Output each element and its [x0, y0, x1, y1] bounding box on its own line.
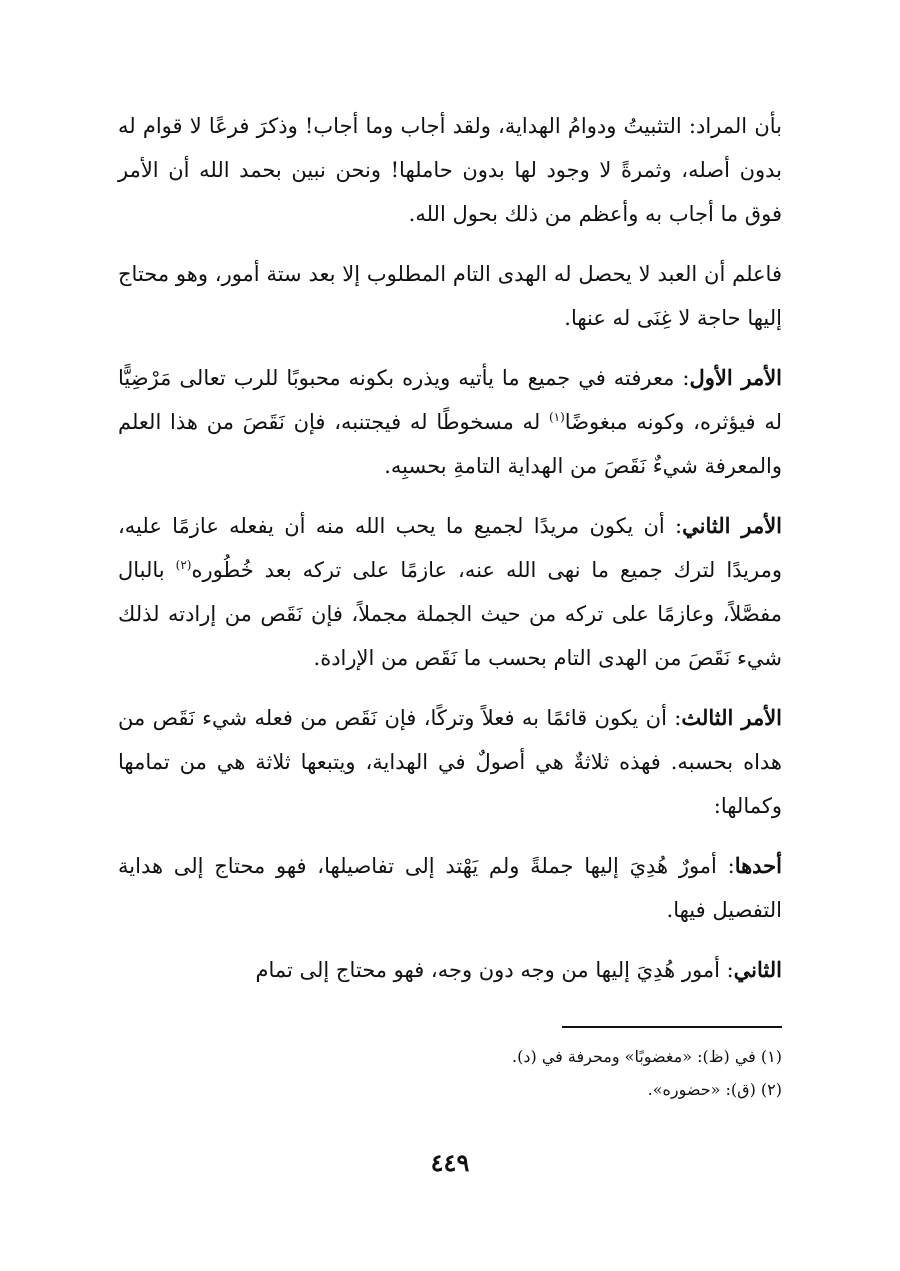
first-matter-label: الأمر الأول [689, 365, 783, 390]
paragraph-text: : أن يكون قائمًا به فعلاً وتركًا، فإن نَقَص من فعله شيء نَقَص من هداه بحسبه. فهذه ثلاثةٌ هي أصولٌ في الهداية، ويتبعها ثلاثة هي من تمامها وكمالها: [118, 706, 782, 818]
paragraph-second-matter [118, 504, 782, 680]
paragraph-text: له مسخوطًا له فيجتنبه، فإن نَقَصَ من هذا العلم والمعرفة شيءٌ نَقَصَ من الهداية التامةِ بحسبِه. [118, 410, 782, 478]
footnotes [122, 1040, 782, 1106]
first-secondary-label: أحدها [734, 853, 782, 878]
paragraph-text: بأن المراد: التثبيتُ ودوامُ الهداية، ولقد أجاب وما أجاب! وذكرَ فرعًا لا قوام له بدون أصله، وثمرةً لا وجود لها بدون حاملها! ونحن نبين بحمد الله أن الأمر فوق ما أجاب به وأعظم من ذلك بحول الله. [118, 114, 782, 226]
paragraph-text: : أن يكون مريدًا لجميع ما يحب الله منه أن يفعله عازمًا عليه، ومريدًا لترك جميع ما نهى الله عنه، عازمًا على تركه بعد خُطُوره [118, 514, 782, 582]
second-matter-label: الأمر الثاني [682, 513, 783, 538]
paragraph-text: فاعلم أن العبد لا يحصل له الهدى التام المطلوب إلا بعد ستة أمور، وهو محتاج إليها حاجة لا غِنَى له عنها. [118, 262, 782, 330]
page-body [118, 104, 782, 1008]
paragraph-intro [118, 104, 782, 236]
paragraph-text: بالبال مفصَّلاً، وعازمًا على تركه من حيث الجملة مجملاً، فإن نَقَص من إرادته لذلك شيء نَقَصَ من الهدى التام بحسب ما نَقَص من الإرادة. [118, 558, 782, 670]
paragraph-second-secondary [118, 948, 782, 992]
footnote-ref-2: (٢) [175, 558, 192, 572]
paragraph-text: : أمور هُدِيَ إليها من وجه دون وجه، فهو محتاج إلى تمام [255, 958, 734, 982]
page-number: ٤٤٩ [430, 1148, 470, 1177]
footnote-divider [562, 1026, 782, 1028]
footnote-2: (٢) (ق): «حضوره». [647, 1080, 782, 1099]
paragraph-text: : أمورٌ هُدِيَ إليها جملةً ولم يَهْتد إلى تفاصيلها، فهو محتاج إلى هداية التفصيل فيها. [118, 854, 782, 922]
footnote-1: (١) في (ظ): «مغضوبًا» ومحرفة في (د). [512, 1047, 782, 1066]
footnote-ref-1: (١) [548, 410, 565, 424]
second-secondary-label: الثاني [733, 957, 782, 982]
paragraph-first-matter [118, 356, 782, 488]
third-matter-label: الأمر الثالث [681, 705, 783, 730]
paragraph-text: : معرفته في جميع ما يأتيه ويذره بكونه محبوبًا للرب تعالى مَرْضِيًّا له فيؤثره، وكونه مبغوضًا [118, 366, 782, 434]
paragraph-first-secondary [118, 844, 782, 932]
paragraph-third-matter [118, 696, 782, 828]
paragraph-six-matters [118, 252, 782, 340]
